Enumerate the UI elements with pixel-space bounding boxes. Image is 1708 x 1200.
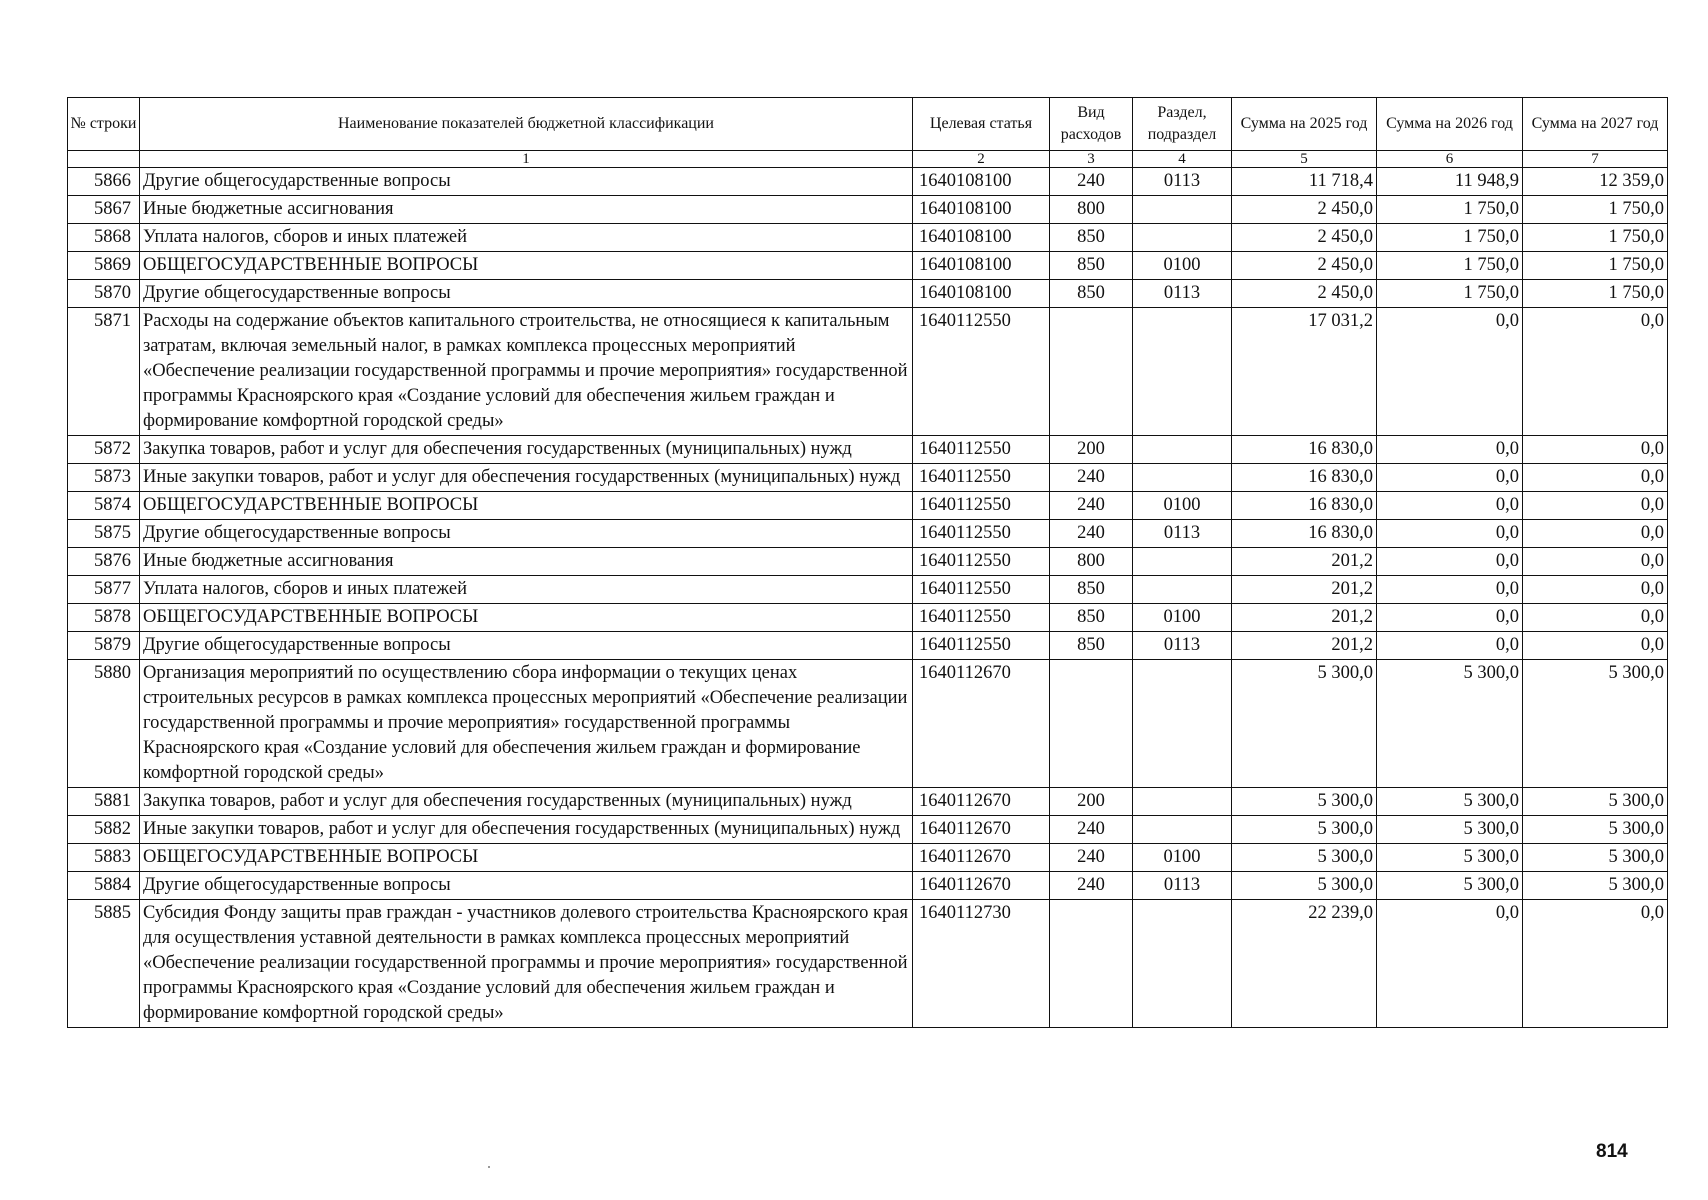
header-sum-2027: Сумма на 2027 год: [1523, 98, 1668, 151]
cell-target: 1640112670: [913, 788, 1050, 816]
cell-expense-type: 850: [1050, 576, 1133, 604]
cell-target: 1640112550: [913, 548, 1050, 576]
column-number-row: [68, 151, 1668, 168]
cell-row-no: 5870: [68, 280, 140, 308]
budget-table: [67, 97, 1668, 1028]
table-row: [68, 900, 1668, 1028]
cell-row-no: 5880: [68, 660, 140, 788]
cell-row-no: 5885: [68, 900, 140, 1028]
table-row: [68, 168, 1668, 196]
cell-name: ОБЩЕГОСУДАРСТВЕННЫЕ ВОПРОСЫ: [140, 844, 913, 872]
cell-row-no: 5882: [68, 816, 140, 844]
cell-sum-2025: 22 239,0: [1232, 900, 1377, 1028]
scan-speck: [488, 1166, 490, 1168]
cell-sum-2026: 0,0: [1377, 436, 1523, 464]
cell-target: 1640108100: [913, 168, 1050, 196]
cell-target: 1640112550: [913, 520, 1050, 548]
cell-sum-2026: 5 300,0: [1377, 872, 1523, 900]
cell-name: Иные бюджетные ассигнования: [140, 548, 913, 576]
table-row: [68, 520, 1668, 548]
cell-sum-2026: 0,0: [1377, 576, 1523, 604]
cell-section: 0113: [1133, 872, 1232, 900]
cell-sum-2026: 0,0: [1377, 548, 1523, 576]
cell-expense-type: 850: [1050, 252, 1133, 280]
cell-expense-type: 240: [1050, 520, 1133, 548]
cell-row-no: 5866: [68, 168, 140, 196]
cell-name: Уплата налогов, сборов и иных платежей: [140, 576, 913, 604]
column-number-blank: [68, 151, 140, 168]
cell-expense-type: 240: [1050, 464, 1133, 492]
table-row: [68, 660, 1668, 788]
cell-row-no: 5875: [68, 520, 140, 548]
header-target: Целевая статья: [913, 98, 1050, 151]
cell-expense-type: 240: [1050, 844, 1133, 872]
cell-section: 0100: [1133, 252, 1232, 280]
cell-section: 0113: [1133, 168, 1232, 196]
cell-section: 0113: [1133, 520, 1232, 548]
cell-sum-2027: 0,0: [1523, 436, 1668, 464]
cell-sum-2027: 0,0: [1523, 308, 1668, 436]
cell-section: [1133, 308, 1232, 436]
cell-sum-2027: 0,0: [1523, 576, 1668, 604]
cell-row-no: 5869: [68, 252, 140, 280]
cell-sum-2027: 0,0: [1523, 520, 1668, 548]
cell-section: [1133, 548, 1232, 576]
table-row: [68, 492, 1668, 520]
cell-target: 1640112670: [913, 872, 1050, 900]
cell-sum-2025: 11 718,4: [1232, 168, 1377, 196]
cell-target: 1640108100: [913, 196, 1050, 224]
header-sum-2025: Сумма на 2025 год: [1232, 98, 1377, 151]
cell-section: [1133, 660, 1232, 788]
cell-row-no: 5877: [68, 576, 140, 604]
cell-sum-2027: 0,0: [1523, 900, 1668, 1028]
cell-sum-2027: 0,0: [1523, 492, 1668, 520]
table-row: [68, 844, 1668, 872]
cell-sum-2026: 0,0: [1377, 308, 1523, 436]
cell-row-no: 5883: [68, 844, 140, 872]
cell-sum-2026: 1 750,0: [1377, 196, 1523, 224]
cell-target: 1640112670: [913, 816, 1050, 844]
cell-target: 1640112550: [913, 632, 1050, 660]
cell-sum-2026: 0,0: [1377, 604, 1523, 632]
cell-name: Закупка товаров, работ и услуг для обеспечения государственных (муниципальных) нужд: [140, 788, 913, 816]
cell-sum-2025: 16 830,0: [1232, 520, 1377, 548]
cell-expense-type: 240: [1050, 492, 1133, 520]
header-expense-type: Вид расходов: [1050, 98, 1133, 151]
cell-target: 1640112670: [913, 660, 1050, 788]
table-row: [68, 632, 1668, 660]
header-section: Раздел, подраздел: [1133, 98, 1232, 151]
cell-section: [1133, 196, 1232, 224]
column-number: 7: [1523, 151, 1668, 168]
cell-expense-type: 850: [1050, 604, 1133, 632]
cell-expense-type: 240: [1050, 168, 1133, 196]
column-number: 6: [1377, 151, 1523, 168]
cell-section: [1133, 224, 1232, 252]
cell-sum-2027: 5 300,0: [1523, 660, 1668, 788]
column-number: 4: [1133, 151, 1232, 168]
cell-name: Организация мероприятий по осуществлению сбора информации о текущих ценах строительных ресурсов в рамках комплекса процессных мероприятий «Обеспечение реализации государственной программы и прочие мероприятия» государственной программы Красноярского края «Создание условий для обеспечения жильем граждан и формирование комфортной городской среды»: [140, 660, 913, 788]
cell-name: Другие общегосударственные вопросы: [140, 520, 913, 548]
cell-section: 0100: [1133, 844, 1232, 872]
cell-sum-2026: 1 750,0: [1377, 252, 1523, 280]
cell-name: Иные бюджетные ассигнования: [140, 196, 913, 224]
table-row: [68, 872, 1668, 900]
cell-expense-type: 850: [1050, 280, 1133, 308]
cell-target: 1640108100: [913, 252, 1050, 280]
cell-name: Другие общегосударственные вопросы: [140, 168, 913, 196]
cell-target: 1640112550: [913, 604, 1050, 632]
cell-section: 0113: [1133, 632, 1232, 660]
cell-sum-2026: 0,0: [1377, 900, 1523, 1028]
table-row: [68, 224, 1668, 252]
cell-expense-type: [1050, 900, 1133, 1028]
cell-sum-2027: 5 300,0: [1523, 872, 1668, 900]
cell-expense-type: [1050, 308, 1133, 436]
cell-sum-2027: 1 750,0: [1523, 280, 1668, 308]
cell-name: Иные закупки товаров, работ и услуг для обеспечения государственных (муниципальных) нужд: [140, 464, 913, 492]
cell-row-no: 5872: [68, 436, 140, 464]
cell-expense-type: 850: [1050, 632, 1133, 660]
cell-name: Закупка товаров, работ и услуг для обеспечения государственных (муниципальных) нужд: [140, 436, 913, 464]
table-row: [68, 548, 1668, 576]
cell-sum-2025: 201,2: [1232, 576, 1377, 604]
cell-target: 1640112550: [913, 492, 1050, 520]
cell-expense-type: 850: [1050, 224, 1133, 252]
table-row: [68, 252, 1668, 280]
cell-row-no: 5876: [68, 548, 140, 576]
cell-expense-type: 240: [1050, 816, 1133, 844]
cell-name: Расходы на содержание объектов капитального строительства, не относящиеся к капитальным затратам, включая земельный налог, в рамках комплекса процессных мероприятий «Обеспечение реализации государственной программы и прочие мероприятия» государственной программы Красноярского края «Создание условий для обеспечения жильем граждан и формирование комфортной городской среды»: [140, 308, 913, 436]
cell-name: ОБЩЕГОСУДАРСТВЕННЫЕ ВОПРОСЫ: [140, 252, 913, 280]
cell-row-no: 5867: [68, 196, 140, 224]
column-number: 5: [1232, 151, 1377, 168]
cell-name: ОБЩЕГОСУДАРСТВЕННЫЕ ВОПРОСЫ: [140, 604, 913, 632]
table-row: [68, 816, 1668, 844]
cell-section: [1133, 436, 1232, 464]
table-row: [68, 604, 1668, 632]
cell-expense-type: 800: [1050, 548, 1133, 576]
cell-target: 1640112670: [913, 844, 1050, 872]
cell-sum-2025: 5 300,0: [1232, 788, 1377, 816]
cell-sum-2025: 201,2: [1232, 548, 1377, 576]
cell-sum-2026: 5 300,0: [1377, 816, 1523, 844]
table-body: [68, 168, 1668, 1028]
cell-row-no: 5878: [68, 604, 140, 632]
cell-target: 1640112550: [913, 576, 1050, 604]
cell-row-no: 5871: [68, 308, 140, 436]
cell-expense-type: 240: [1050, 872, 1133, 900]
cell-target: 1640112730: [913, 900, 1050, 1028]
cell-name: Другие общегосударственные вопросы: [140, 872, 913, 900]
cell-target: 1640108100: [913, 224, 1050, 252]
cell-target: 1640112550: [913, 464, 1050, 492]
cell-section: [1133, 576, 1232, 604]
table-row: [68, 436, 1668, 464]
cell-sum-2025: 2 450,0: [1232, 252, 1377, 280]
cell-sum-2026: 0,0: [1377, 464, 1523, 492]
cell-section: [1133, 900, 1232, 1028]
cell-sum-2025: 17 031,2: [1232, 308, 1377, 436]
cell-row-no: 5873: [68, 464, 140, 492]
table-header-row: [68, 98, 1668, 151]
cell-sum-2027: 12 359,0: [1523, 168, 1668, 196]
cell-sum-2026: 5 300,0: [1377, 660, 1523, 788]
cell-name: Уплата налогов, сборов и иных платежей: [140, 224, 913, 252]
cell-section: [1133, 464, 1232, 492]
header-name: Наименование показателей бюджетной классификации: [140, 98, 913, 151]
cell-row-no: 5879: [68, 632, 140, 660]
cell-sum-2027: 0,0: [1523, 604, 1668, 632]
cell-sum-2027: 0,0: [1523, 548, 1668, 576]
cell-sum-2025: 201,2: [1232, 632, 1377, 660]
cell-sum-2026: 5 300,0: [1377, 788, 1523, 816]
cell-sum-2027: 1 750,0: [1523, 224, 1668, 252]
cell-sum-2026: 5 300,0: [1377, 844, 1523, 872]
cell-sum-2027: 5 300,0: [1523, 788, 1668, 816]
column-number: 2: [913, 151, 1050, 168]
cell-row-no: 5884: [68, 872, 140, 900]
cell-sum-2025: 2 450,0: [1232, 224, 1377, 252]
cell-row-no: 5868: [68, 224, 140, 252]
table-row: [68, 196, 1668, 224]
cell-expense-type: 200: [1050, 788, 1133, 816]
cell-sum-2026: 0,0: [1377, 520, 1523, 548]
column-number: 1: [140, 151, 913, 168]
cell-sum-2026: 1 750,0: [1377, 280, 1523, 308]
cell-sum-2025: 16 830,0: [1232, 492, 1377, 520]
cell-sum-2025: 201,2: [1232, 604, 1377, 632]
cell-expense-type: 200: [1050, 436, 1133, 464]
cell-name: ОБЩЕГОСУДАРСТВЕННЫЕ ВОПРОСЫ: [140, 492, 913, 520]
cell-sum-2027: 5 300,0: [1523, 816, 1668, 844]
cell-sum-2026: 1 750,0: [1377, 224, 1523, 252]
cell-section: 0100: [1133, 492, 1232, 520]
cell-sum-2027: 0,0: [1523, 632, 1668, 660]
cell-sum-2026: 0,0: [1377, 492, 1523, 520]
cell-sum-2025: 5 300,0: [1232, 872, 1377, 900]
cell-target: 1640112550: [913, 436, 1050, 464]
cell-name: Другие общегосударственные вопросы: [140, 632, 913, 660]
cell-sum-2025: 5 300,0: [1232, 660, 1377, 788]
cell-sum-2025: 16 830,0: [1232, 464, 1377, 492]
cell-sum-2025: 5 300,0: [1232, 816, 1377, 844]
cell-row-no: 5881: [68, 788, 140, 816]
cell-sum-2025: 16 830,0: [1232, 436, 1377, 464]
cell-name: Субсидия Фонду защиты прав граждан - участников долевого строительства Красноярского края для осуществления уставной деятельности в рамках комплекса процессных мероприятий «Обеспечение реализации государственной программы и прочие мероприятия» государственной программы Красноярского края «Создание условий для обеспечения жильем граждан и формирование комфортной городской среды»: [140, 900, 913, 1028]
header-row-no: № строки: [68, 98, 140, 151]
cell-expense-type: [1050, 660, 1133, 788]
cell-sum-2025: 2 450,0: [1232, 280, 1377, 308]
table-row: [68, 464, 1668, 492]
cell-target: 1640112550: [913, 308, 1050, 436]
cell-target: 1640108100: [913, 280, 1050, 308]
cell-sum-2027: 5 300,0: [1523, 844, 1668, 872]
cell-name: Иные закупки товаров, работ и услуг для обеспечения государственных (муниципальных) нужд: [140, 816, 913, 844]
cell-sum-2026: 11 948,9: [1377, 168, 1523, 196]
cell-sum-2027: 0,0: [1523, 464, 1668, 492]
cell-section: [1133, 816, 1232, 844]
cell-section: 0113: [1133, 280, 1232, 308]
cell-sum-2027: 1 750,0: [1523, 196, 1668, 224]
cell-sum-2025: 5 300,0: [1232, 844, 1377, 872]
table-row: [68, 280, 1668, 308]
cell-sum-2025: 2 450,0: [1232, 196, 1377, 224]
header-sum-2026: Сумма на 2026 год: [1377, 98, 1523, 151]
table-row: [68, 788, 1668, 816]
table-row: [68, 308, 1668, 436]
page-number: 814: [1596, 1141, 1628, 1162]
cell-name: Другие общегосударственные вопросы: [140, 280, 913, 308]
cell-section: 0100: [1133, 604, 1232, 632]
cell-row-no: 5874: [68, 492, 140, 520]
cell-section: [1133, 788, 1232, 816]
cell-expense-type: 800: [1050, 196, 1133, 224]
table-row: [68, 576, 1668, 604]
column-number: 3: [1050, 151, 1133, 168]
cell-sum-2026: 0,0: [1377, 632, 1523, 660]
cell-sum-2027: 1 750,0: [1523, 252, 1668, 280]
